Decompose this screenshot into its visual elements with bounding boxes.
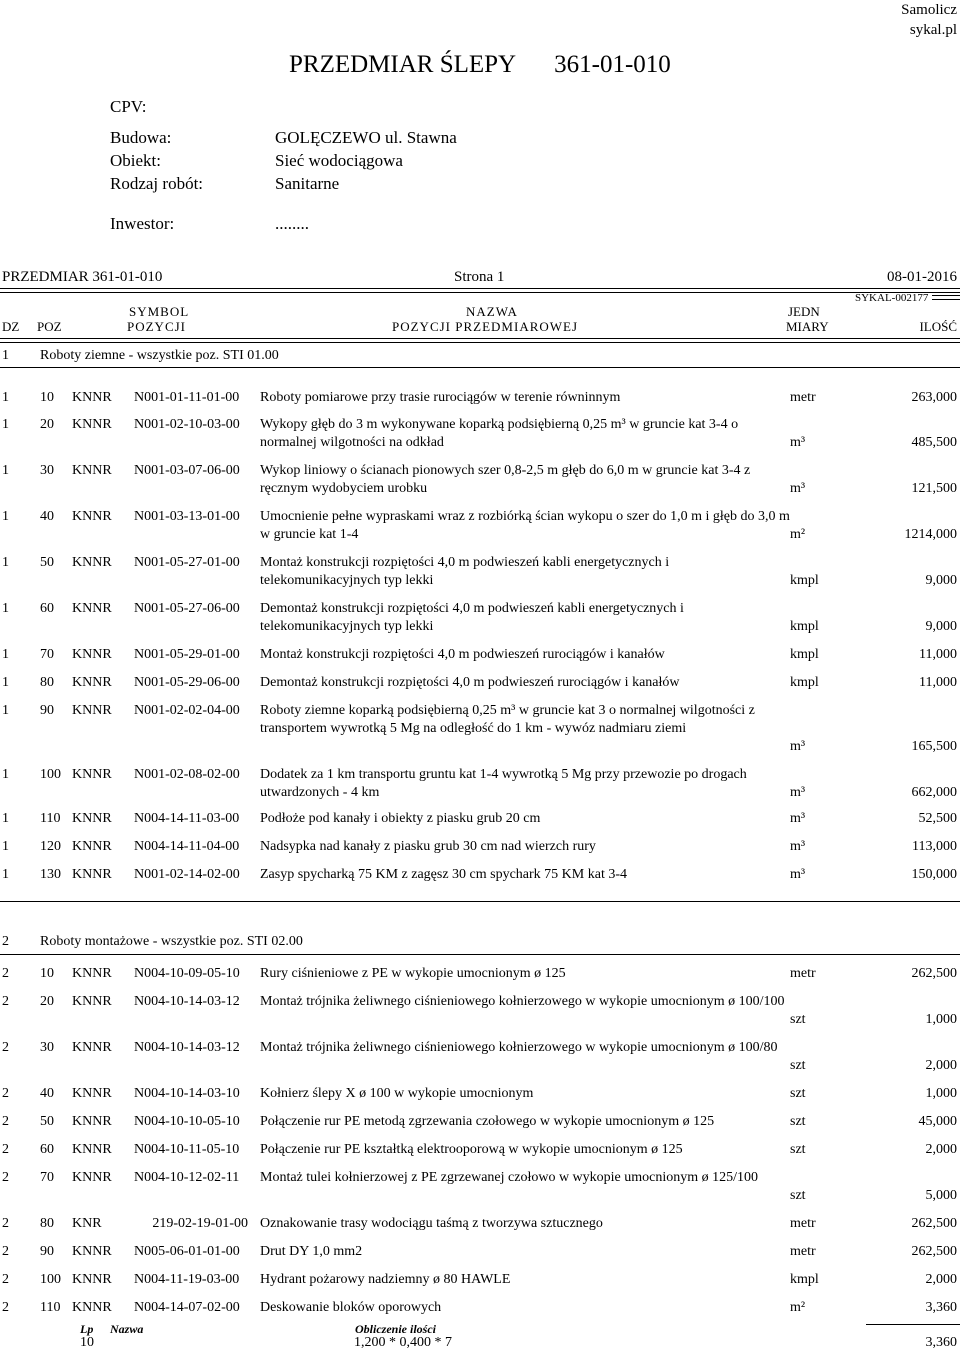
row-code: N004-10-14-03-10 bbox=[134, 1086, 240, 1101]
col-symbol-top: SYMBOL bbox=[129, 304, 190, 319]
calc-nazwa-label: Nazwa bbox=[110, 1322, 144, 1336]
row-code: N001-03-07-06-00 bbox=[134, 463, 240, 478]
row-poz: 30 bbox=[40, 1040, 54, 1055]
row-quantity: 5,000 bbox=[925, 1188, 957, 1203]
code-double-rule bbox=[932, 295, 960, 300]
row-poz: 10 bbox=[40, 390, 54, 405]
row-quantity: 2,000 bbox=[925, 1058, 957, 1073]
row-unit: m³ bbox=[790, 785, 806, 800]
row-dz: 2 bbox=[2, 994, 9, 1009]
col-jedn-bottom: MIARY bbox=[786, 319, 829, 334]
budowa-value: GOLĘCZEWO ul. Stawna bbox=[275, 128, 457, 147]
row-dz: 1 bbox=[2, 463, 9, 478]
row-catalog: KNNR bbox=[72, 647, 112, 662]
row-catalog: KNNR bbox=[72, 390, 112, 405]
row-quantity: 52,500 bbox=[918, 811, 957, 826]
row-description: Podłoże pod kanały i obiekty z piasku grub 20 cm bbox=[260, 811, 541, 826]
row-catalog: KNNR bbox=[72, 811, 112, 826]
page-code: SYKAL-002177 bbox=[855, 292, 929, 304]
row-dz: 1 bbox=[2, 867, 9, 882]
row-quantity: 11,000 bbox=[919, 647, 957, 662]
row-unit: metr bbox=[790, 1244, 816, 1259]
header-double-rule bbox=[0, 288, 960, 293]
row-dz: 1 bbox=[2, 509, 9, 524]
row-unit: szt bbox=[790, 1142, 806, 1157]
section-dz: 2 bbox=[2, 934, 9, 949]
row-catalog: KNNR bbox=[72, 994, 112, 1009]
row-code: N004-14-11-03-00 bbox=[134, 811, 240, 826]
row-poz: 10 bbox=[40, 966, 54, 981]
row-description: Wykop liniowy o ścianach pionowych szer 0,8-2,5 m głęb do 6,0 m w gruncie kat 3-4 z ręcznym wydobyciem urobku bbox=[260, 463, 751, 496]
row-unit: szt bbox=[790, 1086, 806, 1101]
row-code: N004-14-07-02-00 bbox=[134, 1300, 240, 1315]
row-poz: 100 bbox=[40, 767, 61, 782]
row-dz: 1 bbox=[2, 675, 9, 690]
row-dz: 2 bbox=[2, 1300, 9, 1315]
row-unit: m³ bbox=[790, 839, 806, 854]
row-catalog: KNR bbox=[72, 1216, 102, 1231]
col-nazwa-top: NAZWA bbox=[466, 304, 518, 319]
row-code: N001-02-14-02-00 bbox=[134, 867, 240, 882]
row-catalog: KNNR bbox=[72, 1170, 112, 1185]
row-quantity: 262,500 bbox=[911, 1216, 957, 1231]
rodzaj-value: Sanitarne bbox=[275, 174, 340, 193]
row-description: Hydrant pożarowy nadziemny ø 80 HAWLE bbox=[260, 1272, 511, 1287]
document-title bbox=[289, 50, 671, 80]
row-catalog: KNNR bbox=[72, 767, 112, 782]
row-code: N004-10-14-03-12 bbox=[134, 1040, 240, 1055]
obiekt-label: Obiekt: bbox=[110, 151, 161, 170]
row-description: Połączenie rur PE metodą zgrzewania czołowego w wykopie umocnionym ø 125 bbox=[260, 1114, 715, 1129]
row-catalog: KNNR bbox=[72, 703, 112, 718]
row-code: N004-10-14-03-12 bbox=[134, 994, 240, 1009]
row-dz: 1 bbox=[2, 555, 9, 570]
row-catalog: KNNR bbox=[72, 966, 112, 981]
row-catalog: KNNR bbox=[72, 601, 112, 616]
row-code: N001-05-27-01-00 bbox=[134, 555, 240, 570]
row-code: N001-03-13-01-00 bbox=[134, 509, 240, 524]
row-quantity: 1214,000 bbox=[904, 527, 957, 542]
row-poz: 30 bbox=[40, 463, 54, 478]
row-unit: m² bbox=[790, 1300, 806, 1315]
row-catalog: KNNR bbox=[72, 463, 112, 478]
row-unit: szt bbox=[790, 1012, 806, 1027]
row-unit: metr bbox=[790, 390, 816, 405]
row-description: Montaż trójnika żeliwnego ciśnieniowego kołnierzowego w wykopie umocnionym ø 100/100 bbox=[260, 994, 785, 1009]
brand-line2: sykal.pl bbox=[909, 22, 957, 38]
row-description: Kołnierz ślepy X ø 100 w wykopie umocnionym bbox=[260, 1086, 534, 1101]
row-poz: 20 bbox=[40, 994, 54, 1009]
row-poz: 70 bbox=[40, 1170, 54, 1185]
row-poz: 110 bbox=[40, 1300, 61, 1315]
page-date: 08-01-2016 bbox=[887, 269, 957, 285]
row-code: N001-05-27-06-00 bbox=[134, 601, 240, 616]
row-code: N004-14-11-04-00 bbox=[134, 839, 240, 854]
calc-rule bbox=[866, 1324, 960, 1325]
row-code: N001-02-08-02-00 bbox=[134, 767, 240, 782]
row-quantity: 485,500 bbox=[911, 435, 957, 450]
row-quantity: 662,000 bbox=[911, 785, 957, 800]
row-unit: m³ bbox=[790, 811, 806, 826]
row-dz: 1 bbox=[2, 767, 9, 782]
row-dz: 1 bbox=[2, 601, 9, 616]
row-quantity: 113,000 bbox=[912, 839, 957, 854]
budowa-label: Budowa: bbox=[110, 128, 172, 147]
row-description: Dodatek za 1 km transportu gruntu kat 1-4 wywrotką 5 Mg przy przewozie po drogach utwardzonych - 4 km bbox=[260, 767, 747, 800]
row-dz: 1 bbox=[2, 417, 9, 432]
row-poz: 90 bbox=[40, 1244, 54, 1259]
row-quantity: 2,000 bbox=[925, 1142, 957, 1157]
rodzaj-label: Rodzaj robót: bbox=[110, 174, 204, 193]
row-quantity: 9,000 bbox=[925, 619, 957, 634]
row-code: N001-05-29-01-00 bbox=[134, 647, 240, 662]
row-description: Montaż trójnika żeliwnego ciśnieniowego kołnierzowego w wykopie umocnionym ø 100/80 bbox=[260, 1040, 778, 1055]
row-quantity: 45,000 bbox=[918, 1114, 957, 1129]
row-description: Oznakowanie trasy wodociągu taśmą z tworzywa sztucznego bbox=[260, 1216, 603, 1231]
cpv-label: CPV: bbox=[110, 97, 147, 116]
row-poz: 90 bbox=[40, 703, 54, 718]
row-unit: szt bbox=[790, 1188, 806, 1203]
section-title: Roboty ziemne - wszystkie poz. STI 01.00 bbox=[40, 348, 279, 363]
section-rule bbox=[0, 954, 960, 955]
row-poz: 40 bbox=[40, 1086, 54, 1101]
row-description: Montaż konstrukcji rozpiętości 4,0 m podwieszeń rurociągów i kanałów bbox=[260, 647, 665, 662]
row-catalog: KNNR bbox=[72, 1300, 112, 1315]
brand bbox=[901, 0, 957, 40]
row-unit: metr bbox=[790, 1216, 816, 1231]
row-quantity: 11,000 bbox=[919, 675, 957, 690]
row-catalog: KNNR bbox=[72, 867, 112, 882]
row-description: Wykopy głęb do 3 m wykonywane koparką podsiębierną 0,25 m³ w gruncie kat 3-4 o normalnej wilgotności na odkład bbox=[260, 417, 739, 450]
row-description: Roboty pomiarowe przy trasie rurociągów w terenie równinnym bbox=[260, 390, 621, 405]
title-number: 361-01-010 bbox=[554, 51, 671, 78]
row-quantity: 262,500 bbox=[911, 1244, 957, 1259]
row-quantity: 2,000 bbox=[925, 1272, 957, 1287]
row-poz: 60 bbox=[40, 1142, 54, 1157]
row-unit: kmpl bbox=[790, 675, 819, 690]
row-description: Rury ciśnieniowe z PE w wykopie umocnionym ø 125 bbox=[260, 966, 566, 981]
row-dz: 2 bbox=[2, 966, 9, 981]
row-quantity: 1,000 bbox=[925, 1012, 957, 1027]
row-poz: 110 bbox=[40, 811, 61, 826]
section-title: Roboty montażowe - wszystkie poz. STI 02.00 bbox=[40, 934, 303, 949]
inwestor-label: Inwestor: bbox=[110, 214, 175, 233]
section-separator bbox=[0, 901, 960, 902]
row-dz: 1 bbox=[2, 647, 9, 662]
row-unit: kmpl bbox=[790, 647, 819, 662]
calc-result: 3,360 bbox=[925, 1335, 957, 1350]
row-catalog: KNNR bbox=[72, 555, 112, 570]
section-dz: 1 bbox=[2, 348, 9, 363]
row-dz: 2 bbox=[2, 1142, 9, 1157]
row-poz: 40 bbox=[40, 509, 54, 524]
row-catalog: KNNR bbox=[72, 1040, 112, 1055]
row-description: Demontaż konstrukcji rozpiętości 4,0 m podwieszeń kabli energetycznych i telekomunikacyjnych typ lekki bbox=[260, 601, 684, 634]
row-quantity: 150,000 bbox=[911, 867, 957, 882]
row-description: Zasyp spycharką 75 KM z zagęsz 30 cm spychark 75 KM kat 3-4 bbox=[260, 867, 628, 882]
row-unit: m³ bbox=[790, 739, 806, 754]
col-ilosc: ILOŚĆ bbox=[919, 319, 957, 334]
row-quantity: 165,500 bbox=[911, 739, 957, 754]
calc-lp-label: Lp bbox=[80, 1322, 94, 1336]
col-dz: DZ bbox=[2, 319, 20, 334]
row-catalog: KNNR bbox=[72, 675, 112, 690]
row-dz: 1 bbox=[2, 390, 9, 405]
row-description: Drut DY 1,0 mm2 bbox=[260, 1244, 363, 1259]
row-unit: m² bbox=[790, 527, 806, 542]
row-poz: 80 bbox=[40, 1216, 54, 1231]
row-description: Roboty ziemne koparką podsiębierną 0,25 m³ w gruncie kat 3 o normalnej wilgotności z transportem wywrotką 5 Mg na odległość do 1 km - wywóz nadmiaru ziemi bbox=[260, 703, 755, 736]
row-poz: 130 bbox=[40, 867, 61, 882]
page-header-left: PRZEDMIAR 361-01-010 bbox=[2, 269, 163, 285]
calc-formula: 1,200 * 0,400 * 7 bbox=[354, 1335, 452, 1350]
row-dz: 2 bbox=[2, 1086, 9, 1101]
row-unit: kmpl bbox=[790, 573, 819, 588]
row-description: Umocnienie pełne wypraskami wraz z rozbiórką ścian wykopu o szer do 1,0 m i głęb do 3,0 m w gruncie kat 1-4 bbox=[260, 509, 790, 542]
row-dz: 1 bbox=[2, 703, 9, 718]
row-description: Montaż tulei kołnierzowej z PE zgrzewanej czołowo w wykopie umocnionym ø 125/100 bbox=[260, 1170, 759, 1185]
row-quantity: 3,360 bbox=[925, 1300, 957, 1315]
row-code: N001-02-02-04-00 bbox=[134, 703, 240, 718]
row-poz: 20 bbox=[40, 417, 54, 432]
row-unit: m³ bbox=[790, 867, 806, 882]
row-catalog: KNNR bbox=[72, 509, 112, 524]
row-code: N004-11-19-03-00 bbox=[134, 1272, 240, 1287]
row-code: N001-02-10-03-00 bbox=[134, 417, 240, 432]
row-code: N001-01-11-01-00 bbox=[134, 390, 240, 405]
row-quantity: 262,500 bbox=[911, 966, 957, 981]
row-dz: 2 bbox=[2, 1114, 9, 1129]
row-code: N004-10-09-05-10 bbox=[134, 966, 240, 981]
row-catalog: KNNR bbox=[72, 1142, 112, 1157]
row-dz: 2 bbox=[2, 1170, 9, 1185]
row-description: Deskowanie bloków oporowych bbox=[260, 1300, 442, 1315]
brand-line1: Samolicz bbox=[901, 2, 957, 18]
title-main: PRZEDMIAR ŚLEPY bbox=[289, 51, 517, 78]
row-dz: 1 bbox=[2, 839, 9, 854]
col-nazwa-bottom: POZYCJI PRZEDMIAROWEJ bbox=[392, 319, 579, 334]
row-quantity: 9,000 bbox=[925, 573, 957, 588]
row-dz: 2 bbox=[2, 1272, 9, 1287]
row-poz: 50 bbox=[40, 1114, 54, 1129]
row-code: N004-10-10-05-10 bbox=[134, 1114, 240, 1129]
row-code: N001-05-29-06-00 bbox=[134, 675, 240, 690]
row-catalog: KNNR bbox=[72, 1272, 112, 1287]
row-code: N004-10-12-02-11 bbox=[134, 1170, 240, 1185]
section-rule bbox=[0, 367, 960, 368]
col-poz: POZ bbox=[37, 319, 62, 334]
row-poz: 80 bbox=[40, 675, 54, 690]
row-quantity: 1,000 bbox=[925, 1086, 957, 1101]
row-catalog: KNNR bbox=[72, 417, 112, 432]
row-unit: szt bbox=[790, 1058, 806, 1073]
row-dz: 2 bbox=[2, 1040, 9, 1055]
row-catalog: KNNR bbox=[72, 1114, 112, 1129]
col-symbol-bottom: POZYCJI bbox=[127, 319, 187, 334]
row-unit: szt bbox=[790, 1114, 806, 1129]
row-poz: 50 bbox=[40, 555, 54, 570]
row-catalog: KNNR bbox=[72, 1086, 112, 1101]
row-code: N004-10-11-05-10 bbox=[134, 1142, 240, 1157]
row-description: Montaż konstrukcji rozpiętości 4,0 m podwieszeń kabli energetycznych i telekomunikacyjnych typ lekki bbox=[260, 555, 670, 588]
row-poz: 60 bbox=[40, 601, 54, 616]
row-poz: 120 bbox=[40, 839, 61, 854]
row-description: Połączenie rur PE kształtką elektrooporową w wykopie umocnionym ø 125 bbox=[260, 1142, 683, 1157]
row-poz: 70 bbox=[40, 647, 54, 662]
columns-double-rule bbox=[0, 338, 960, 343]
row-unit: kmpl bbox=[790, 619, 819, 634]
calc-lp: 10 bbox=[80, 1335, 94, 1350]
row-catalog: KNNR bbox=[72, 839, 112, 854]
page-number: Strona 1 bbox=[454, 269, 505, 285]
row-dz: 2 bbox=[2, 1216, 9, 1231]
col-jedn-top: JEDN bbox=[788, 304, 820, 319]
row-code: 219-02-19-01-00 bbox=[152, 1216, 248, 1231]
row-unit: m³ bbox=[790, 481, 806, 496]
row-unit: metr bbox=[790, 966, 816, 981]
row-description: Demontaż konstrukcji rozpiętości 4,0 m podwieszeń rurociągów i kanałów bbox=[260, 675, 680, 690]
row-poz: 100 bbox=[40, 1272, 61, 1287]
row-quantity: 121,500 bbox=[911, 481, 957, 496]
inwestor-value: ........ bbox=[275, 214, 309, 233]
row-dz: 1 bbox=[2, 811, 9, 826]
row-quantity: 263,000 bbox=[911, 390, 957, 405]
obiekt-value: Sieć wodociągowa bbox=[275, 151, 403, 170]
row-unit: kmpl bbox=[790, 1272, 819, 1287]
row-dz: 2 bbox=[2, 1244, 9, 1259]
row-catalog: KNNR bbox=[72, 1244, 112, 1259]
row-description: Nadsypka nad kanały z piasku grub 30 cm nad wierzch rury bbox=[260, 839, 596, 854]
row-code: N005-06-01-01-00 bbox=[134, 1244, 240, 1259]
calc-obliczenie-label: Obliczenie ilości bbox=[355, 1322, 436, 1336]
row-unit: m³ bbox=[790, 435, 806, 450]
